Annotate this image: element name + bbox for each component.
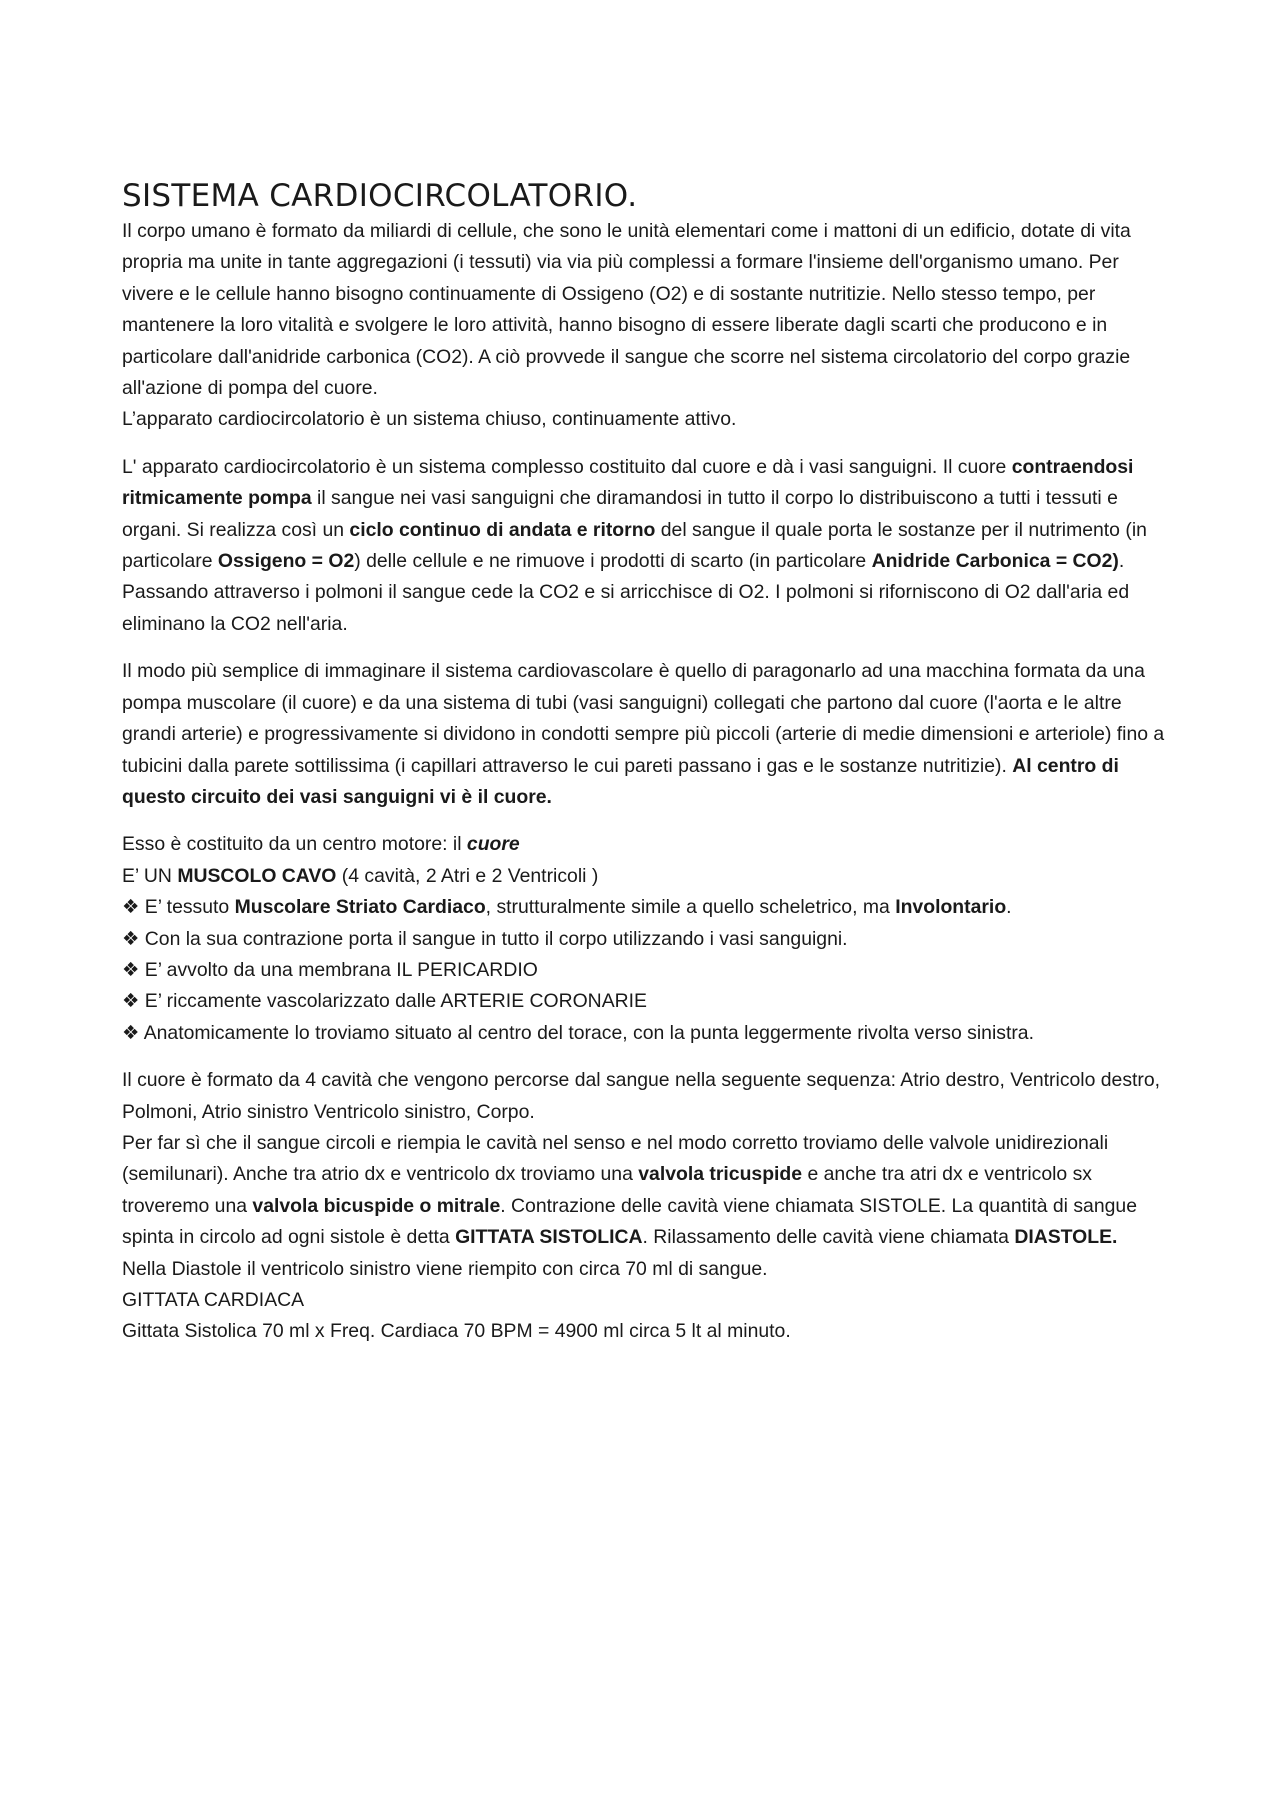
bold-run: Ossigeno = O2 <box>217 550 355 573</box>
intro-text: Il corpo umano è formato da miliardi di cellule, che sono le unità elementari come i mattoni di un edificio, dotate di vita propria ma unite in tante aggregazioni (i tessuti) via via più complessi a formare l'insieme dell'organismo umano. Per vivere e le cellule hanno bisogno continuamente di Ossigeno (O2) e di sostante nutritizie. Nello stesso tempo, per mantenere la loro vitalità e svolgere le loro attività, hanno bisogno di essere liberate dagli scarti che producono e in particolare dall'anidride carbonica (CO2). A ciò provvede il sangue che scorre nel sistema circolatorio del corpo grazie all'azione di pompa del cuore. <box>122 220 1131 400</box>
bold-run: ciclo continuo di andata e ritorno <box>349 518 656 541</box>
text-run: . Contrazione delle cavità viene chiamata SISTOLE. La quantità di sangue spinta in circolo ad ogni sistole è detta <box>122 1194 1137 1249</box>
text-run: Esso è costituito da un centro motore: il <box>122 833 467 856</box>
text-run: Anatomicamente lo troviamo situato al centro del torace, con la punta leggermente rivolta verso sinistra. <box>139 1021 1034 1044</box>
diastole-text: Nella Diastole il ventricolo sinistro viene riempito con circa 70 ml di sangue. <box>122 1257 768 1280</box>
text-run: . Passando attraverso i polmoni il sangue cede la CO2 e si arricchisce di O2. I polmoni si riforniscono di O2 dall'aria ed eliminano la CO2 nell'aria. <box>122 550 1130 635</box>
diamond-bullet-icon: ❖ <box>122 927 140 950</box>
bold-run: valvola bicuspide o mitrale <box>252 1194 501 1217</box>
intro-paragraph <box>122 216 1172 436</box>
diamond-bullet-icon: ❖ <box>122 990 140 1013</box>
bold-run: Involontario <box>895 896 1007 919</box>
cavity-sequence-text: Il cuore è formato da 4 cavità che vengono percorse dal sangue nella seguente sequenza: Atrio destro, Ventricolo destro, Polmoni, Atrio sinistro Ventricolo sinistro, Corpo. <box>122 1069 1161 1123</box>
cardiac-output-heading: GITTATA CARDIACA <box>122 1289 305 1311</box>
bold-run: DIASTOLE. <box>1014 1226 1118 1249</box>
text-run: , strutturalmente simile a quello scheletrico, ma <box>485 896 896 919</box>
diamond-bullet-icon: ❖ <box>122 958 140 981</box>
bullet-item <box>122 924 1172 955</box>
bullet-item <box>122 955 1172 986</box>
machine-analogy-paragraph <box>122 656 1172 813</box>
text-run: Con la sua contrazione porta il sangue in tutto il corpo utilizzando i vasi sanguigni. <box>139 927 848 950</box>
intro-closing-sentence: L’apparato cardiocircolatorio è un sistema chiuso, continuamente attivo. <box>122 408 737 431</box>
bold-run: Al centro di questo circuito dei vasi sanguigni vi è il cuore. <box>122 754 1119 808</box>
text-run: il sangue nei vasi sanguigni che diramandosi in tutto il corpo lo distribuiscono a tutti i tessuti e organi. Si realizza così un <box>122 487 1118 541</box>
diamond-bullet-icon: ❖ <box>122 1021 140 1044</box>
text-run: E’ tessuto <box>139 896 235 919</box>
text-run: E’ avvolto da una membrana IL PERICARDIO <box>139 958 538 981</box>
bold-run: contraendosi ritmicamente pompa <box>122 455 1134 510</box>
bold-italic-run: cuore <box>466 833 520 856</box>
text-run: (4 cavità, 2 Atri e 2 Ventricoli ) <box>336 864 599 887</box>
text-run: Per far sì che il sangue circoli e riempia le cavità nel senso e nel modo corretto troviamo delle valvole unidirezionali (semilunari). Anche tra atrio dx e ventricolo dx troviamo una <box>122 1131 1109 1186</box>
text-run: ) delle cellule e ne rimuove i prodotti di scarto (in particolare <box>354 550 872 573</box>
text-run: del sangue il quale porta le sostanze per il nutrimento (in particolare <box>122 518 1147 573</box>
hollow-muscle-line <box>122 861 1172 892</box>
bold-run: GITTATA SISTOLICA <box>455 1226 643 1249</box>
text-run: e anche tra atri dx e ventricolo sx troveremo una <box>122 1163 1092 1217</box>
text-run: L' apparato cardiocircolatorio è un sistema complesso costituito dal cuore e dà i vasi sanguigni. Il cuore <box>122 455 1012 478</box>
diamond-bullet-icon: ❖ <box>122 896 140 919</box>
text-run: . Rilassamento delle cavità viene chiamata <box>642 1226 1015 1249</box>
text-run: Il modo più semplice di immaginare il sistema cardiovascolare è quello di paragonarlo ad una macchina formata da una pompa muscolare (il cuore) e da una sistema di tubi (vasi sanguigni) collegati che partono dal cuore (l'aorta e le altre grandi arterie) e progressivamente si dividono in condotti sempre più piccoli (arterie di medie dimensioni e arteriole) fino a tubicini dalla parete sottilissima (i capillari attraverso le cui pareti passano i gas e le sostanze nutritizie). <box>122 660 1165 777</box>
heart-intro-line <box>122 829 1172 860</box>
text-run: . <box>1006 896 1012 919</box>
bullet-item <box>122 986 1172 1017</box>
bullet-item <box>122 892 1172 923</box>
bold-run: Muscolare Striato Cardiaco <box>234 896 486 919</box>
bold-run: MUSCOLO CAVO <box>177 864 337 887</box>
cardiac-output-formula: Gittata Sistolica 70 ml x Freq. Cardiaca 70 BPM = 4900 ml circa 5 lt al minuto. <box>122 1320 791 1343</box>
valves-text <box>122 1128 1172 1254</box>
apparatus-paragraph <box>122 452 1172 640</box>
text-run: E’ UN <box>122 864 178 887</box>
bold-run: valvola tricuspide <box>638 1163 803 1186</box>
document-page <box>122 176 1172 1348</box>
text-run: E’ riccamente vascolarizzato dalle ARTERIE CORONARIE <box>139 990 647 1013</box>
heart-description-block <box>122 829 1172 1049</box>
page-title: SISTEMA CARDIOCIRCOLATORIO. <box>122 178 638 214</box>
heart-cavities-block <box>122 1065 1172 1348</box>
bullet-item <box>122 1018 1172 1049</box>
bold-run: Anidride Carbonica = CO2) <box>871 550 1119 573</box>
